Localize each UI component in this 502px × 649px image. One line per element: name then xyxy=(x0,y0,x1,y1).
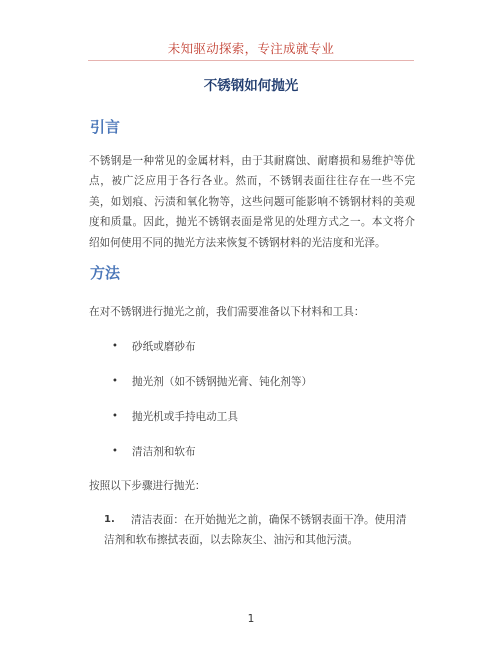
numbered-step xyxy=(104,510,416,551)
list-item-text: 抛光机或手持电动工具 xyxy=(132,411,238,423)
document-title: 不锈钢如何抛光 xyxy=(203,78,299,94)
list-item-text: 砂纸或磨砂布 xyxy=(132,341,196,353)
prep-intro-text: 在对不锈钢进行抛光之前，我们需要准备以下材料和工具： xyxy=(89,306,365,318)
header-divider xyxy=(88,60,414,61)
page-number: 1 xyxy=(247,613,255,625)
list-item-text: 清洁剂和软布 xyxy=(132,446,196,458)
list-item-text: 抛光剂（如不锈钢抛光膏、钝化剂等） xyxy=(132,376,313,388)
bullet-icon: • xyxy=(112,376,118,387)
intro-paragraph-text: 不锈钢是一种常见的金属材料，由于其耐腐蚀、耐磨损和易维护等优点，被广泛应用于各行各业。然而，不锈钢表面往往存在一些不完美，如划痕、污渍和氧化物等，这些问题可能影响不锈钢材料的美观度和质量。因此，抛光不锈钢表面是常见的处理方式之一。本文将介绍如何使用不同的抛光方法来恢复不锈钢材料的光洁度和光泽。 xyxy=(89,155,415,249)
steps-intro-text: 按照以下步骤进行抛光： xyxy=(89,480,206,492)
intro-paragraph xyxy=(89,151,415,253)
bullet-icon: • xyxy=(112,411,118,422)
step-number: 1. xyxy=(104,514,115,525)
section-heading-intro: 引言 xyxy=(90,118,121,136)
section-heading-method: 方法 xyxy=(90,264,121,282)
step-text: 清洁表面：在开始抛光之前，确保不锈钢表面干净。使用清洁剂和软布擦拭表面，以去除灰尘、油污和其他污渍。 xyxy=(104,514,407,547)
page-header: 未知驱动探索，专注成就专业 xyxy=(167,41,335,56)
bullet-icon: • xyxy=(112,446,118,457)
bullet-icon: • xyxy=(112,341,118,352)
